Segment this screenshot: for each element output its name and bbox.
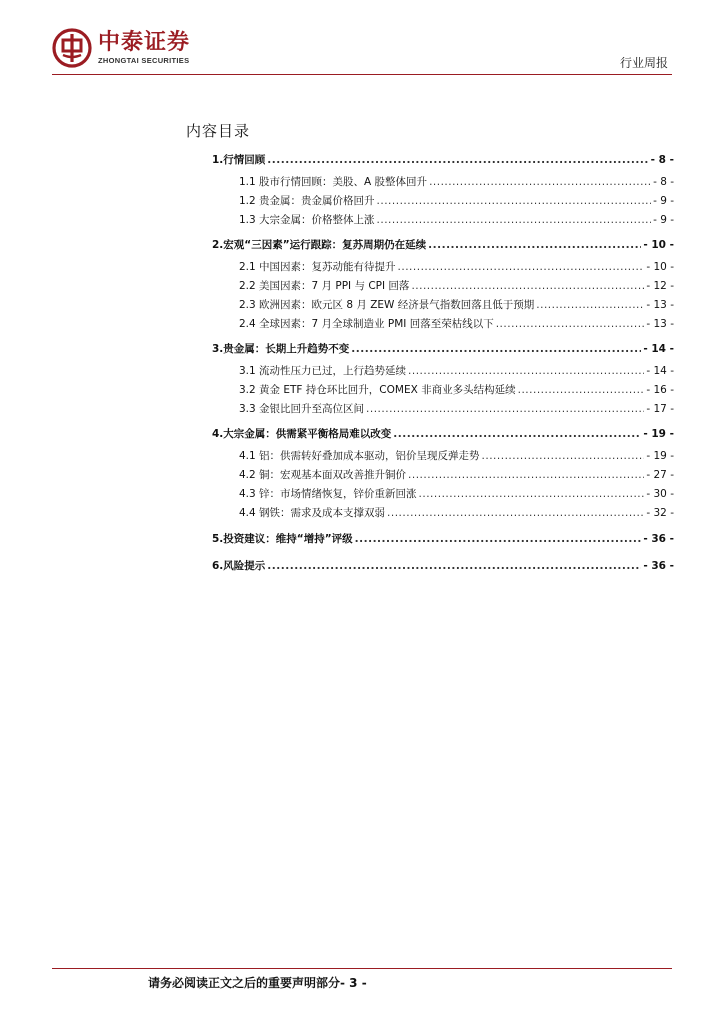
toc-leader-dots bbox=[267, 154, 648, 166]
toc-entry-page: - 14 - bbox=[646, 364, 674, 377]
toc-entry-page: - 13 - bbox=[646, 298, 674, 311]
toc-entry-title: 4.4 钢铁：需求及成本支撑双弱 bbox=[239, 507, 386, 520]
toc-entry-page: - 12 - bbox=[646, 279, 674, 292]
toc-leader-dots bbox=[496, 318, 645, 330]
toc-entry-1-2[interactable] bbox=[212, 193, 674, 212]
logo-english-name: ZHONGTAI SECURITIES bbox=[98, 55, 190, 65]
company-logo bbox=[52, 28, 190, 68]
toc-leader-dots bbox=[377, 214, 652, 226]
header-divider bbox=[52, 74, 672, 75]
toc-entry-page: - 27 - bbox=[646, 469, 674, 482]
toc-entry-title: 1.1 股市行情回顾：美股、A 股整体回升 bbox=[239, 175, 428, 188]
toc-entry-title: 6.风险提示 bbox=[212, 560, 266, 573]
toc-heading: 内容目录 bbox=[186, 122, 251, 140]
toc-entry-page: - 10 - bbox=[643, 239, 674, 252]
toc-entry-page: - 16 - bbox=[646, 384, 674, 396]
toc-entry-title: 5.投资建议：维持“增持”评级 bbox=[212, 532, 353, 545]
toc-entry-title: 4.大宗金属：供需紧平衡格局难以改变 bbox=[212, 428, 392, 441]
toc-entry-title: 2.3 欧洲因素：欧元区 8 月 ZEW 经济景气指数回落且低于预期 bbox=[239, 298, 535, 311]
toc-entry-3-3[interactable] bbox=[212, 401, 674, 420]
toc-entry-page: - 17 - bbox=[646, 403, 674, 416]
page-header bbox=[0, 0, 724, 80]
toc-leader-dots bbox=[408, 469, 644, 481]
toc-leader-dots bbox=[393, 428, 641, 440]
footer-divider bbox=[52, 968, 672, 969]
toc-entry-2-2[interactable] bbox=[212, 278, 674, 297]
toc-entry-3-1[interactable] bbox=[212, 363, 674, 382]
toc-entry-page: - 9 - bbox=[653, 194, 674, 207]
toc-leader-dots bbox=[408, 365, 644, 377]
toc-entry-6[interactable] bbox=[212, 558, 674, 580]
toc-leader-dots bbox=[411, 280, 644, 292]
toc-entry-title: 2.宏观“三因素”运行跟踪：复苏周期仍在延续 bbox=[212, 239, 427, 252]
toc-entry-page: - 10 - bbox=[646, 260, 674, 273]
toc-entry-title: 4.2 铜：宏观基本面双改善推升铜价 bbox=[239, 469, 407, 482]
toc-leader-dots bbox=[355, 533, 642, 545]
footer-page-number: - 3 - bbox=[340, 976, 367, 990]
toc-entry-4-3[interactable] bbox=[212, 486, 674, 505]
toc-leader-dots bbox=[536, 299, 644, 311]
toc-entry-3-2[interactable] bbox=[212, 382, 674, 401]
toc-entry-title: 3.2 黄金 ETF 持仓环比回升，COMEX 非商业多头结构延续 bbox=[239, 384, 516, 396]
toc-entry-2-1[interactable] bbox=[212, 259, 674, 278]
toc-entry-1-3[interactable] bbox=[212, 212, 674, 231]
page-footer bbox=[148, 974, 367, 991]
toc-leader-dots bbox=[387, 507, 644, 519]
toc-entry-3[interactable] bbox=[212, 341, 674, 363]
toc-entry-page: - 19 - bbox=[646, 449, 674, 462]
toc-entry-title: 3.贵金属：长期上升趋势不变 bbox=[212, 343, 350, 356]
toc-entry-title: 4.1 铝：供需转好叠加成本驱动，铝价呈现反弹走势 bbox=[239, 449, 480, 462]
toc-leader-dots bbox=[428, 239, 641, 251]
toc-entry-page: - 14 - bbox=[643, 343, 674, 356]
toc-leader-dots bbox=[518, 384, 645, 396]
toc-entry-page: - 19 - bbox=[643, 428, 674, 441]
logo-chinese-name: 中泰证券 bbox=[98, 29, 191, 55]
toc-entry-title: 2.2 美国因素：7 月 PPI 与 CPI 回落 bbox=[239, 279, 410, 292]
zhongtai-logo-icon bbox=[52, 28, 92, 68]
toc-entry-2-3[interactable] bbox=[212, 297, 674, 316]
toc-entry-page: - 32 - bbox=[646, 507, 674, 520]
toc-leader-dots bbox=[366, 403, 644, 415]
toc-leader-dots bbox=[351, 343, 641, 355]
toc-entry-4-2[interactable] bbox=[212, 467, 674, 486]
toc-entry-page: - 8 - bbox=[650, 154, 674, 166]
toc-entry-title: 3.3 金银比回升至高位区间 bbox=[239, 403, 365, 416]
toc-leader-dots bbox=[377, 195, 652, 207]
logo-wordmark bbox=[98, 31, 190, 66]
toc-leader-dots bbox=[398, 261, 645, 273]
footer-disclaimer: 请务必阅读正文之后的重要声明部分 bbox=[148, 976, 341, 990]
toc-entry-1[interactable] bbox=[212, 152, 674, 174]
toc-entry-4-4[interactable] bbox=[212, 505, 674, 524]
toc-entry-4-1[interactable] bbox=[212, 448, 674, 467]
toc-entry-2-4[interactable] bbox=[212, 316, 674, 335]
toc-entry-page: - 36 - bbox=[643, 560, 674, 573]
toc-entry-page: - 36 - bbox=[643, 532, 674, 545]
toc-entry-5[interactable] bbox=[212, 531, 674, 553]
toc-leader-dots bbox=[429, 176, 651, 188]
toc-leader-dots bbox=[267, 560, 641, 572]
table-of-contents bbox=[212, 152, 674, 580]
toc-entry-title: 2.1 中国因素：复苏动能有待提升 bbox=[239, 260, 396, 273]
toc-leader-dots bbox=[419, 488, 645, 500]
toc-entry-page: - 13 - bbox=[646, 318, 674, 331]
toc-entry-page: - 30 - bbox=[646, 488, 674, 501]
toc-entry-title: 2.4 全球因素：7 月全球制造业 PMI 回落至荣枯线以下 bbox=[239, 318, 494, 331]
toc-entry-title: 1.行情回顾 bbox=[212, 154, 266, 166]
toc-entry-title: 4.3 锌：市场情绪恢复，锌价重新回涨 bbox=[239, 488, 417, 501]
toc-entry-page: - 8 - bbox=[653, 175, 674, 188]
toc-entry-1-1[interactable] bbox=[212, 174, 674, 193]
toc-entry-2[interactable] bbox=[212, 237, 674, 259]
toc-entry-4[interactable] bbox=[212, 426, 674, 448]
report-type-label: 行业周报 bbox=[619, 56, 668, 70]
toc-entry-title: 1.3 大宗金属：价格整体上涨 bbox=[239, 213, 375, 226]
toc-entry-title: 3.1 流动性压力已过，上行趋势延续 bbox=[239, 364, 407, 377]
toc-leader-dots bbox=[482, 450, 645, 462]
toc-entry-title: 1.2 贵金属：贵金属价格回升 bbox=[239, 194, 375, 207]
toc-entry-page: - 9 - bbox=[653, 213, 674, 226]
